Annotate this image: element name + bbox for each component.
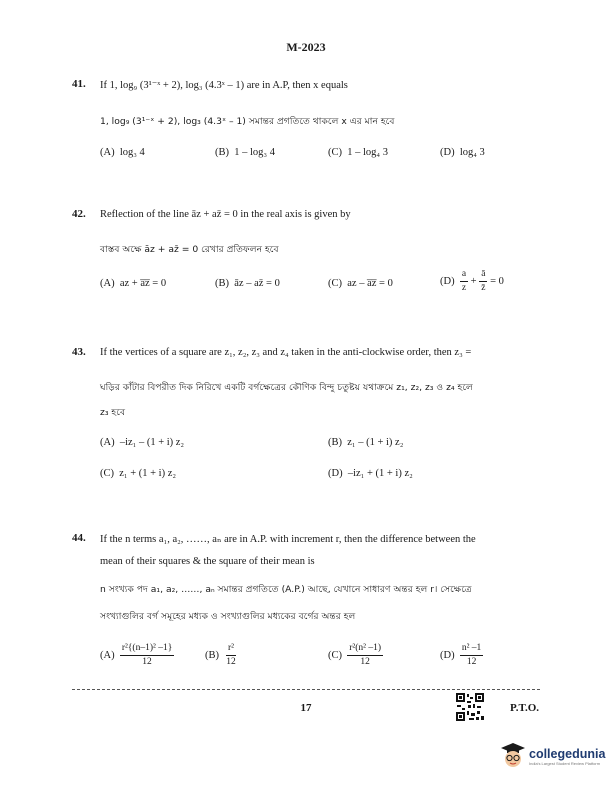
q43-option-a: (A) –iz₁ – (1 + i) z₂ (100, 437, 185, 448)
q41-english: If 1, log₉ (3¹⁻ˣ + 2), log₃ (4.3ˣ – 1) are in A.P, then x equals (100, 80, 348, 91)
paper-code: M-2023 (286, 40, 326, 54)
fraction: $\frac{\text{n² –1}}{12}$ (461, 643, 482, 667)
q42-option-d: (D) $\frac{a}{z}$ + $\frac{ā}{z̄}$ = 0 (440, 269, 504, 293)
q44-english-line1: If the n terms a₁, a₂, ……, aₙ are in A.P. with increment r, then the difference between the (100, 534, 476, 545)
pto-label: P.T.O. (510, 702, 540, 714)
fraction: $\frac{\text{r²(n² –1)}}{12}$ (349, 643, 382, 667)
q44-number: 44. (72, 532, 86, 544)
fraction: $\frac{\text{r²}}{12}$ (226, 643, 236, 667)
graduate-mascot-icon (500, 742, 526, 770)
q43-bengali-line2: z₃ হবে (100, 407, 126, 418)
q41-option-c: (C) 1 – log₄ 3 (328, 147, 388, 158)
q43-option-d: (D) –iz₁ + (1 + i) z₂ (328, 468, 413, 479)
logo-wordmark: collegedunia (529, 746, 606, 761)
q43-english: If the vertices of a square are z₁, z₂, z₃ and z₄ taken in the anti-clockwise order, then z₃ = (100, 347, 472, 358)
q44-bengali-line2: সংখ্যাগুলির বর্গ সমূহের মধ্যক ও সংখ্যাগুলির মধ্যকের বর্গের অন্তর হল (100, 611, 356, 622)
logo-tagline: India's Largest Student Review Platform (529, 760, 601, 766)
q44-option-c: (C) $\frac{\text{r²(n² –1)}}{12}$ (328, 643, 382, 667)
qr-code-icon (455, 692, 485, 722)
fraction: $\frac{a}{z}$ (461, 269, 467, 293)
q44-option-b: (B) $\frac{\text{r²}}{12}$ (205, 643, 236, 667)
q41-number: 41. (72, 78, 86, 90)
collegedunia-logo (500, 742, 605, 770)
q42-number: 42. (72, 208, 86, 220)
q43-number: 43. (72, 346, 86, 358)
page-number: 17 (300, 702, 312, 714)
q44-bengali-line1: n সংখ্যক পদ a₁, a₂, ……, aₙ সমান্তর প্রগতিতে (A.P.) আছে, যেখানে সাধারণ অন্তর হল r। সেক্ষেত্রে (100, 584, 472, 595)
q41-option-b: (B) 1 – log₃ 4 (215, 147, 275, 158)
q42-english: Reflection of the line āz + az̄ = 0 in the real axis is given by (100, 209, 351, 220)
q42-option-c: (C) az – a̅z̅ = 0 (328, 278, 393, 289)
q41-option-a: (A) log₃ 4 (100, 147, 145, 158)
q42-option-a: (A) az + a̅z̅ = 0 (100, 278, 167, 289)
q44-option-d: (D) $\frac{\text{n² –1}}{12}$ (440, 643, 482, 667)
q44-english-line2: mean of their squares & the square of their mean is (100, 556, 315, 567)
q41-option-d: (D) log₄ 3 (440, 147, 485, 158)
q41-bengali: 1, log₉ (3¹⁻ˣ + 2), log₃ (4.3ˣ – 1) সমান্তর প্রগতিতে থাকলে x এর মান হবে (100, 116, 395, 127)
footer-divider (72, 689, 540, 690)
fraction: $\frac{ā}{z̄}$ (481, 269, 486, 293)
q42-bengali: বাস্তব অক্ষে āz + az̄ = 0 রেখার প্রতিফলন হবে (100, 244, 279, 255)
fraction: $\frac{\text{r²\{(n–1)² –1\}}}{12}$ (121, 643, 173, 667)
q43-option-c: (C) z₁ + (1 + i) z₂ (100, 468, 177, 479)
q43-bengali-line1: ঘড়ির কাঁটার বিপরীত দিক নিরিখে একটি বর্গক্ষেত্রের কৌণিক বিন্দু চতুষ্টয় যথাক্রমে z₁, z₂, z₃ ও z₄ হলে (100, 382, 473, 393)
q43-option-b: (B) z₁ – (1 + i) z₂ (328, 437, 404, 448)
q42-option-b: (B) āz – az̄ = 0 (215, 278, 280, 289)
q44-option-a: (A) $\frac{\text{r²\{(n–1)² –1\}}}{12}$ (100, 643, 173, 667)
